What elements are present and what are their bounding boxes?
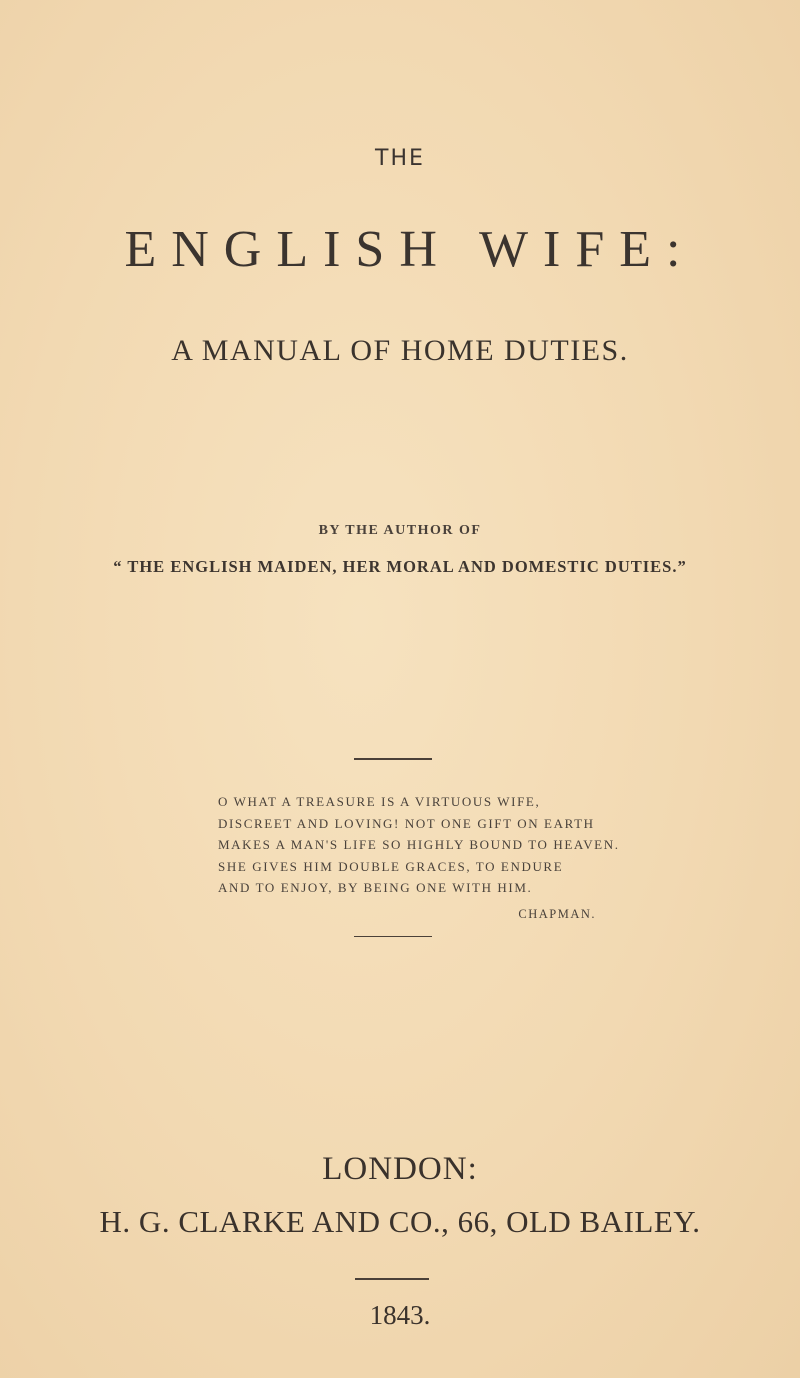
book-title: ENGLISH WIFE: <box>124 221 696 278</box>
epigraph <box>218 794 620 902</box>
previous-work: “ THE ENGLISH MAIDEN, HER MORAL AND DOMESTIC DUTIES.” <box>113 557 687 576</box>
epigraph-line: SHE GIVES HIM DOUBLE GRACES, TO ENDURE <box>218 858 564 874</box>
book-subtitle: A MANUAL OF HOME DUTIES. <box>171 334 629 367</box>
epigraph-line: DISCREET AND LOVING! NOT ONE GIFT ON EARTH <box>218 815 595 831</box>
epigraph-line: MAKES A MAN'S LIFE SO HIGHLY BOUND TO HEAVEN. <box>218 837 620 852</box>
epigraph-line: AND TO ENJOY, BY BEING ONE WITH HIM. <box>218 880 533 895</box>
divider-bottom <box>355 1278 429 1280</box>
byline: BY THE AUTHOR OF <box>318 523 482 538</box>
imprint-publisher: H. G. CLARKE AND CO., 66, OLD BAILEY. <box>99 1204 701 1239</box>
imprint-year: 1843. <box>369 1300 431 1330</box>
imprint-place: LONDON: <box>322 1151 478 1187</box>
title-article: THE <box>375 146 425 171</box>
epigraph-line: O WHAT A TREASURE IS A VIRTUOUS WIFE, <box>218 794 541 809</box>
divider-middle <box>354 936 432 937</box>
divider-top <box>354 758 432 760</box>
epigraph-attribution: CHAPMAN. <box>518 907 596 921</box>
